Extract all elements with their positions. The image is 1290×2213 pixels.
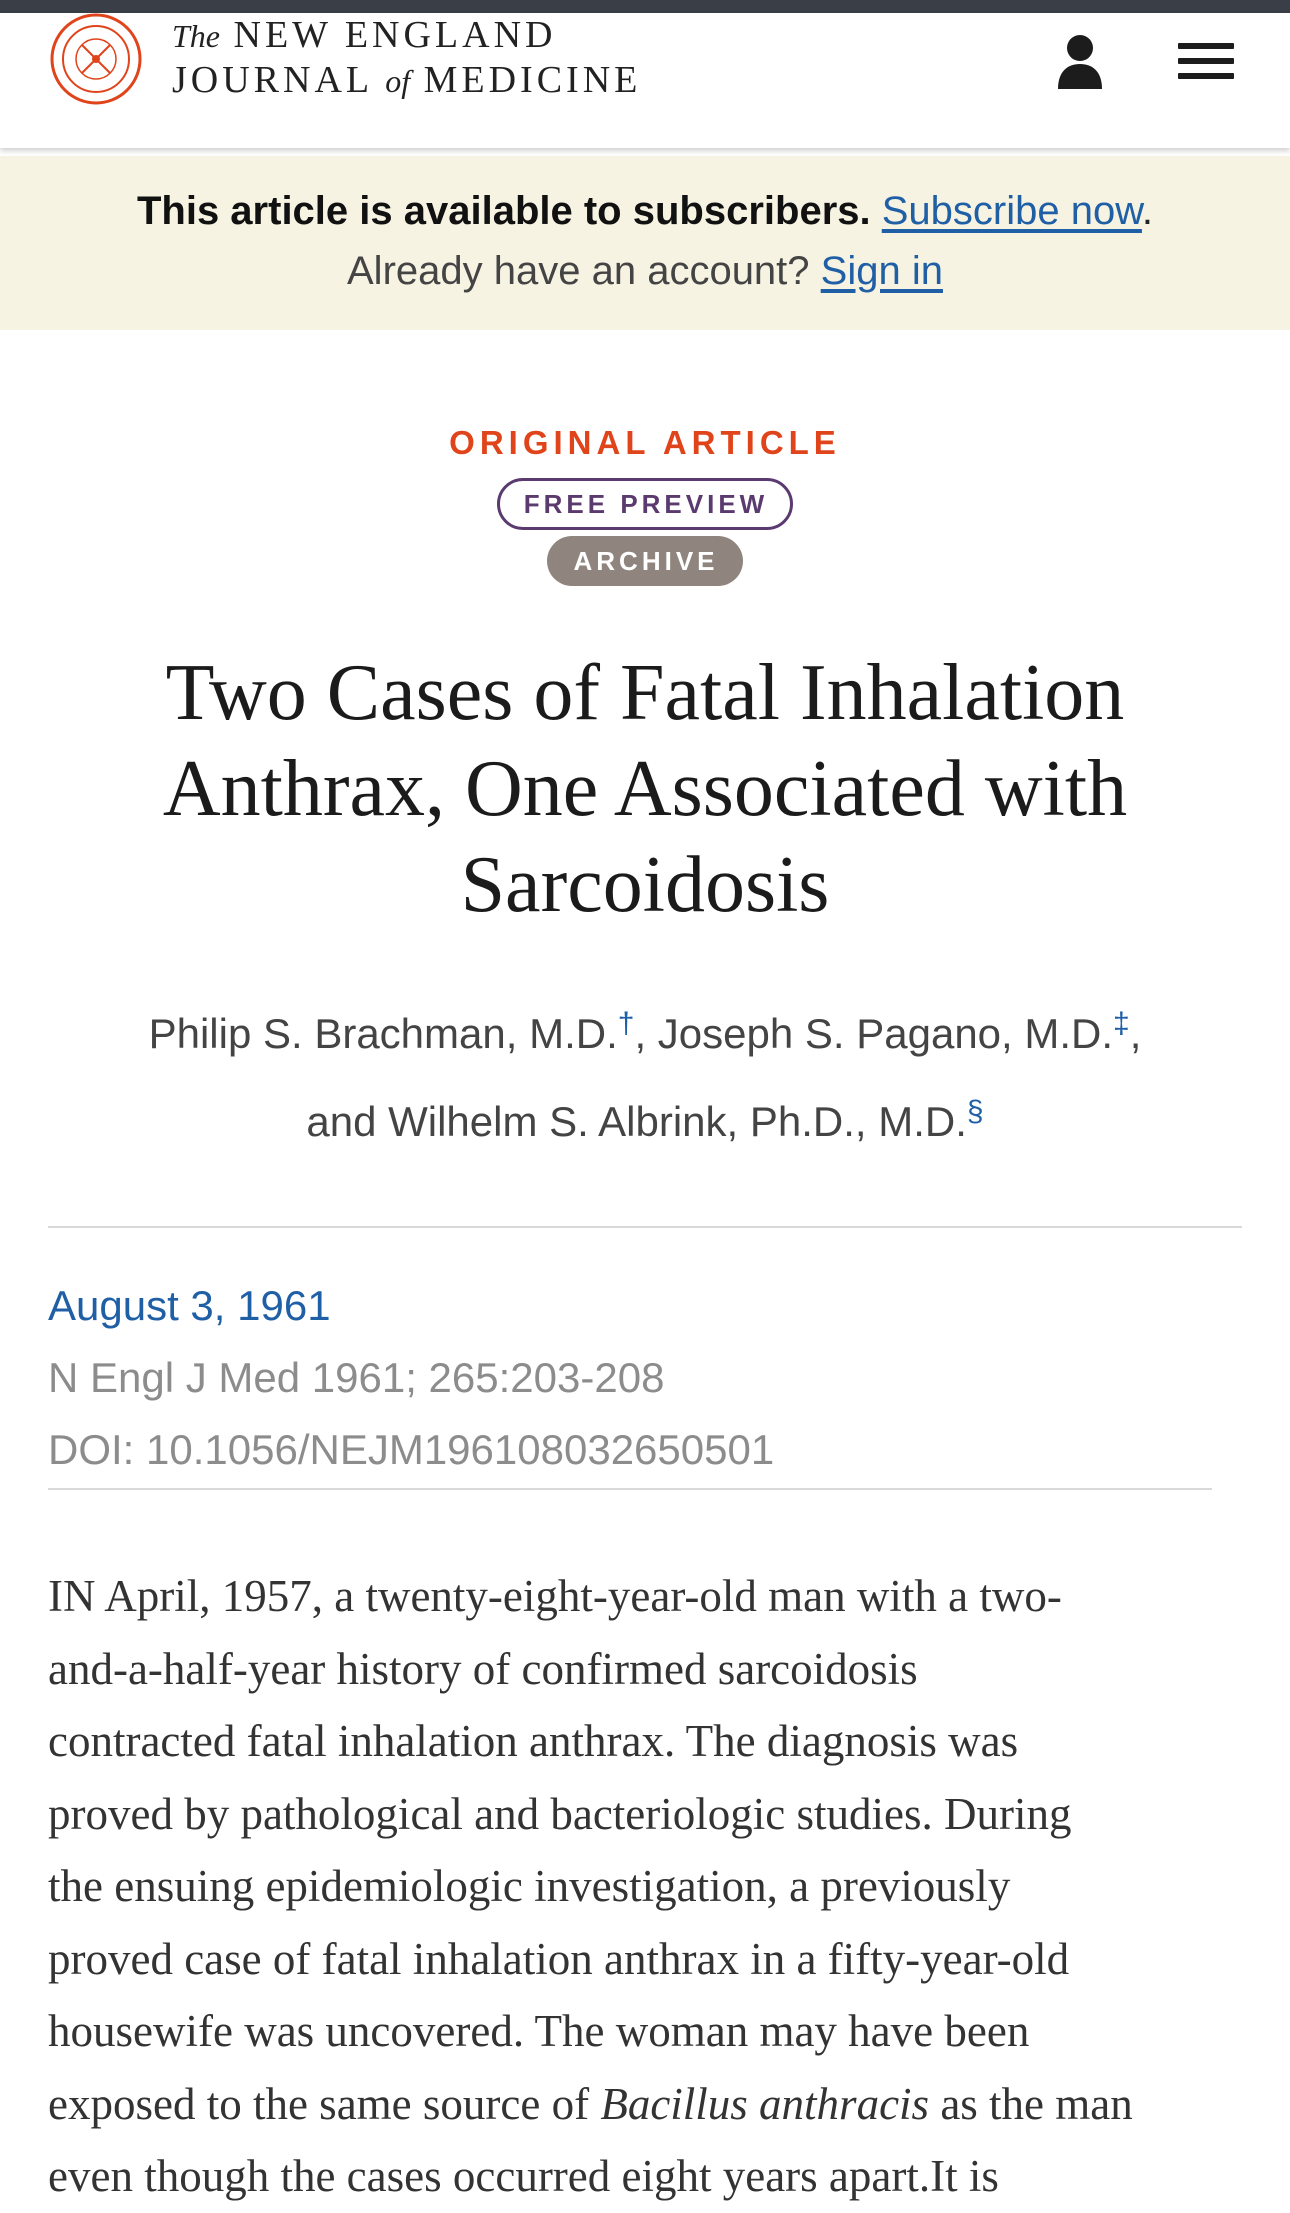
author-separator: , [634,1010,658,1057]
site-header [0,13,1290,148]
abstract-line: even though the cases occurred eight years apart.It is [48,2151,999,2201]
hamburger-menu-icon[interactable] [1178,43,1234,87]
section-divider [48,1226,1242,1228]
archive-badge-row [0,536,1290,586]
subscribe-now-link[interactable]: Subscribe now [881,189,1142,233]
title-line: Sarcoidosis [460,841,830,929]
abstract-line: proved by pathological and bacteriologic studies. During [48,1788,1072,1839]
publication-date[interactable]: August 3, 1961 [48,1282,331,1329]
logo-the: The [172,18,220,54]
logo-medicine: MEDICINE [423,59,642,101]
species-name: Bacillus anthracis [600,2078,930,2129]
journal-wordmark[interactable] [172,13,641,103]
abstract-line: the ensuing epidemiologic investigation, a previously [48,1861,1011,1911]
sign-in-link[interactable]: Sign in [820,249,943,293]
author-name[interactable]: Joseph S. Pagano, M.D. [657,1010,1114,1057]
author-separator: , [1129,1010,1142,1057]
abstract-text: exposed to the same source of [48,2078,601,2129]
author-name[interactable]: and Wilhelm S. Albrink, Ph.D., M.D. [306,1098,967,1145]
journal-citation: N Engl J Med 1961; 265:203-208 [48,1354,665,1401]
logo-journal: JOURNAL [172,59,372,101]
abstract-text: as the man [929,2078,1133,2129]
free-preview-badge-row [0,478,1290,530]
title-line: Two Cases of Fatal Inhalation [165,649,1125,737]
subscriber-notice: This article is available to subscribers. [136,189,871,233]
article-title [90,645,1200,933]
abstract-line: IN April, 1957, a twenty-eight-year-old man with a two- [48,1571,1062,1621]
author-list [60,985,1230,1161]
abstract-line: and-a-half-year history of confirmed sarcoidosis [48,1643,918,1694]
abstract-line: proved case of fatal inhalation anthrax in a fifty-year-old [48,1933,1070,1984]
author-affiliation-mark[interactable]: ‡ [1113,1007,1130,1040]
free-preview-badge: FREE PREVIEW [497,478,793,530]
article-abstract [48,1560,1248,2213]
author-affiliation-mark[interactable]: § [966,1095,984,1128]
abstract-line [48,2068,1248,2141]
article-type-label: ORIGINAL ARTICLE [449,424,841,461]
user-icon[interactable] [1056,33,1104,91]
abstract-line: contracted fatal inhalation anthrax. The diagnosis was [48,1716,1019,1766]
title-line: Anthrax, One Associated with [162,745,1128,833]
author-affiliation-mark[interactable]: † [617,1007,635,1040]
doi: DOI: 10.1056/NEJM196108032650501 [48,1426,775,1473]
abstract-line: housewife was uncovered. The woman may have been [48,2006,1030,2056]
banner-period: . [1141,189,1154,233]
nejm-seal-logo[interactable] [46,13,146,105]
logo-of: of [385,63,411,99]
archive-badge: ARCHIVE [547,536,742,586]
section-divider [48,1488,1212,1490]
top-strip [0,0,1290,13]
logo-new-england: NEW ENGLAND [233,14,557,56]
subscriber-banner [0,156,1290,330]
author-name[interactable]: Philip S. Brachman, M.D. [148,1010,618,1057]
account-prompt: Already have an account? [347,249,810,293]
